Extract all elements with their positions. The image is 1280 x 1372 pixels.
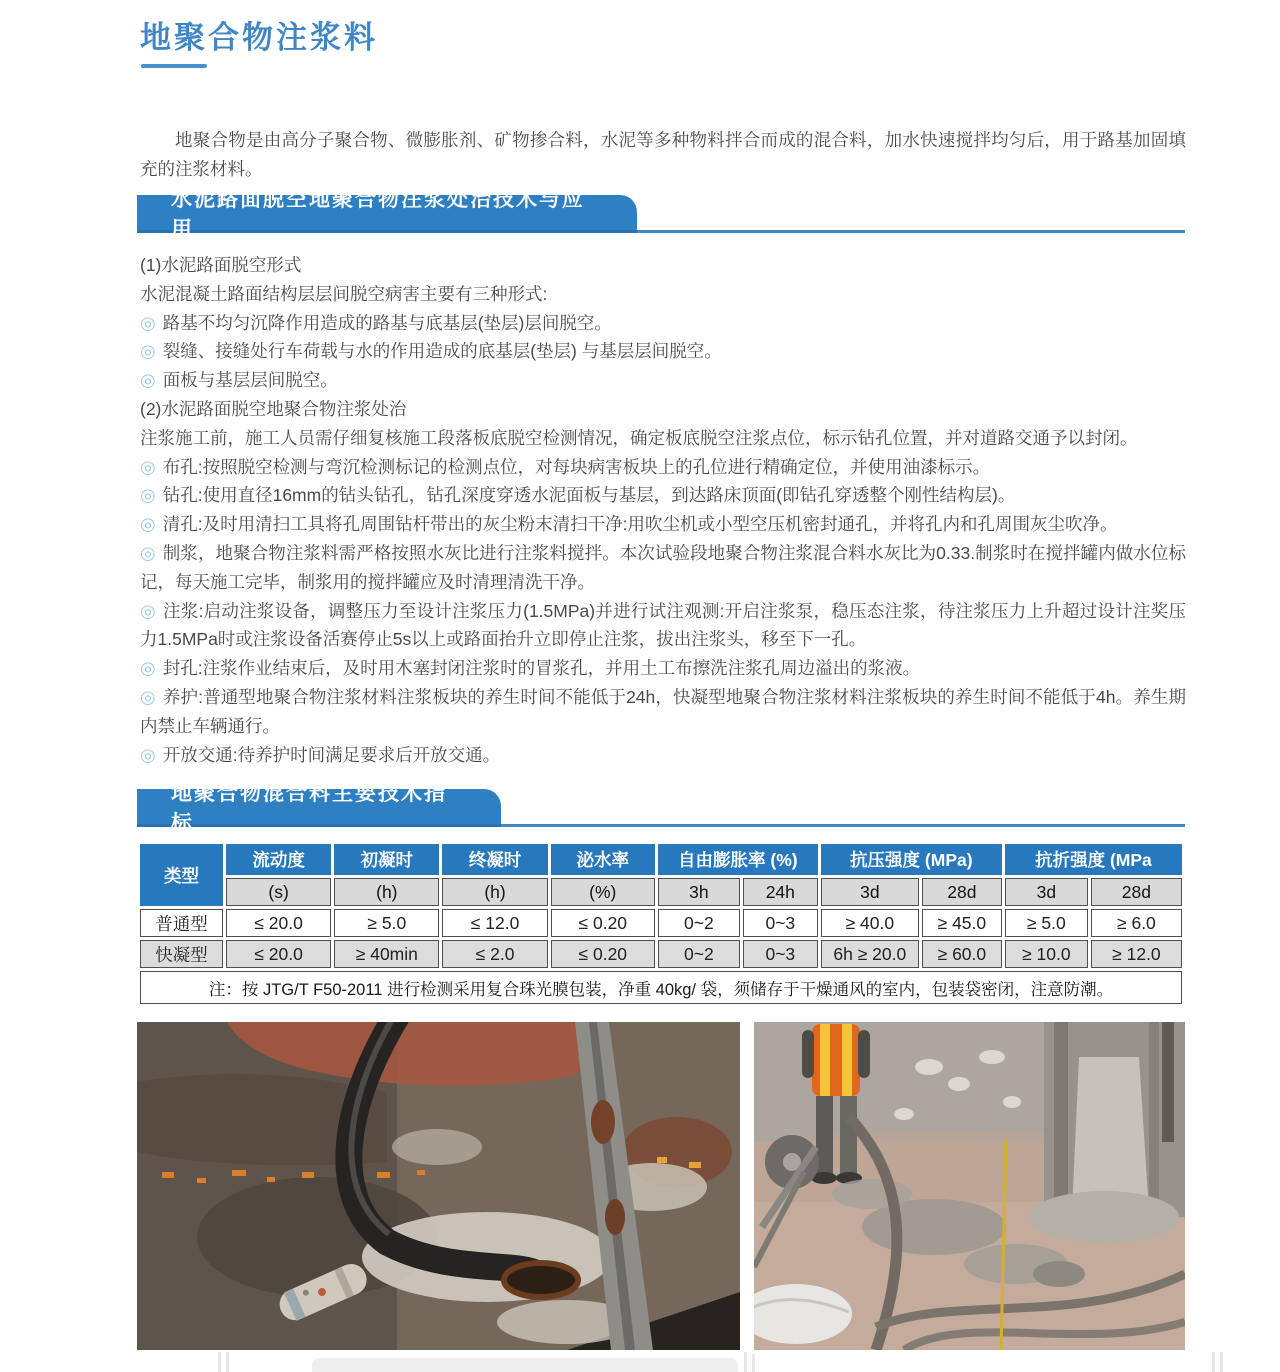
section-header-1-title: 水泥路面脱空地聚合物注浆处治技术与应用 xyxy=(137,195,637,233)
body-line xyxy=(140,654,1186,683)
cutoff-shape xyxy=(312,1358,738,1372)
table-group-header: 抗折强度 (MPa xyxy=(1005,844,1182,875)
table-cell-type: 快凝型 xyxy=(140,940,223,968)
table-cell: ≥ 5.0 xyxy=(334,909,439,937)
table-sub-header: (h) xyxy=(334,878,439,906)
table-cell: ≤ 2.0 xyxy=(442,940,547,968)
bullet-icon: ◎ xyxy=(140,370,156,391)
body-line xyxy=(140,395,1186,424)
body-line xyxy=(140,539,1186,597)
body-line-text: 制浆，地聚合物注浆料需严格按照水灰比进行注浆料搅拌。本次试验段地聚合物注浆混合料水灰比为0.33.制浆时在搅拌罐内做水位标记，每天施工完毕，制浆用的搅拌罐应及时清理清洗干净。 xyxy=(140,542,1186,592)
body-line-text: 清孔:及时用清扫工具将孔周围钻杆带出的灰尘粉末清扫干净:用吹尘机或小型空压机密封通孔，并将孔内和孔周围灰尘吹净。 xyxy=(162,514,1118,535)
table-cell: ≥ 5.0 xyxy=(1005,909,1088,937)
body-line-text: 注浆:启动注浆设备，调整压力至设计注浆压力(1.5MPa)并进行试注观测:开启注浆泵，稳压态注浆，待注浆压力上升超过设计注奖压力1.5MPa时或注浆设备活赛停止5s以上或路面抬升立即停止注浆，拔出注浆头，移至下一孔。 xyxy=(140,600,1186,650)
body-line-text: 注浆施工前，施工人员需仔细复核施工段落板底脱空检测情况，确定板底脱空注浆点位，标示钻孔位置，并对道路交通予以封闭。 xyxy=(140,427,1138,448)
pavement-grouting-illustration xyxy=(137,1022,740,1350)
body-line xyxy=(140,683,1186,741)
bullet-icon: ◎ xyxy=(140,686,156,707)
cutoff-shape xyxy=(218,1352,221,1372)
body-line-text: 布孔:按照脱空检测与弯沉检测标记的检测点位，对每块病害板块上的孔位进行精确定位，并使用油漆标示。 xyxy=(162,456,991,477)
table-cell: ≥ 45.0 xyxy=(922,909,1002,937)
section-header-1 xyxy=(137,187,1185,241)
body-line xyxy=(140,280,1186,309)
table-group-header-row xyxy=(140,844,1182,875)
body-line-text: 路基不均匀沉降作用造成的路基与底基层(垫层)层间脱空。 xyxy=(162,312,612,333)
table-cell: 0~3 xyxy=(743,909,818,937)
spec-table xyxy=(137,841,1185,1007)
table-group-header: 抗压强度 (MPa) xyxy=(821,844,1002,875)
bullet-icon: ◎ xyxy=(140,542,156,563)
table-cell: ≤ 20.0 xyxy=(226,940,331,968)
body-line-text: 封孔:注浆作业结束后，及时用木塞封闭注浆时的冒浆孔，并用土工布擦洗注浆孔周边溢出的浆液。 xyxy=(162,658,921,679)
body-line xyxy=(140,337,1186,366)
table-col-header-type: 类型 xyxy=(140,844,223,906)
table-group-header: 泌水率 xyxy=(551,844,655,875)
table-group-header: 流动度 xyxy=(226,844,331,875)
title-underline xyxy=(141,64,207,68)
body-line-text: 水泥混凝土路面结构层层间脱空病害主要有三种形式: xyxy=(140,283,548,304)
table-sub-header: 28d xyxy=(1091,878,1182,906)
construction-site-illustration xyxy=(754,1022,1185,1350)
section-1-body xyxy=(140,251,1186,769)
body-line xyxy=(140,453,1186,482)
construction-site-photo xyxy=(754,1022,1185,1350)
section-header-2 xyxy=(137,781,1185,835)
bullet-icon: ◎ xyxy=(140,744,156,765)
body-line-text: 开放交通:待养护时间满足要求后开放交通。 xyxy=(162,744,501,765)
table-sub-header: (s) xyxy=(226,878,331,906)
table-sub-header: 3d xyxy=(821,878,919,906)
cutoff-shape xyxy=(1212,1352,1215,1372)
table-cell: 0~3 xyxy=(743,940,818,968)
table-cell: ≥ 10.0 xyxy=(1005,940,1088,968)
bullet-icon: ◎ xyxy=(140,485,156,506)
body-line-text: (1)水泥路面脱空形式 xyxy=(140,255,302,275)
table-sub-header: (%) xyxy=(551,878,655,906)
table-cell: 6h ≥ 20.0 xyxy=(821,940,919,968)
pavement-grouting-photo xyxy=(137,1022,740,1350)
table-cell: ≤ 0.20 xyxy=(551,940,655,968)
table-group-header: 自由膨胀率 (%) xyxy=(658,844,818,875)
table-sub-header: 28d xyxy=(922,878,1002,906)
table-sub-header: (h) xyxy=(442,878,547,906)
body-line xyxy=(140,251,1186,280)
cutoff-shape xyxy=(744,1352,747,1372)
table-note-row xyxy=(140,971,1182,1004)
table-row xyxy=(140,940,1182,968)
table-cell: ≤ 0.20 xyxy=(551,909,655,937)
table-group-header: 终凝时 xyxy=(442,844,547,875)
bullet-icon: ◎ xyxy=(140,600,156,621)
table-cell: ≥ 12.0 xyxy=(1091,940,1182,968)
bullet-icon: ◎ xyxy=(140,658,156,679)
body-line-text: 裂缝、接缝处行车荷载与水的作用造成的底基层(垫层) 与基层层间脱空。 xyxy=(162,341,722,362)
body-line-text: 面板与基层层间脱空。 xyxy=(162,370,338,391)
table-sub-header: 3h xyxy=(658,878,740,906)
cutoff-shape xyxy=(1220,1352,1223,1372)
bullet-icon: ◎ xyxy=(140,456,156,477)
body-line xyxy=(140,424,1186,453)
page-title: 地聚合物注浆料 xyxy=(140,20,378,55)
body-line-text: 养护:普通型地聚合物注浆材料注浆板块的养生时间不能低于24h，快凝型地聚合物注浆材料注浆板块的养生时间不能低于4h。养生期内禁止车辆通行。 xyxy=(140,686,1186,736)
table-cell: ≤ 20.0 xyxy=(226,909,331,937)
body-line-text: 钻孔:使用直径16mm的钻头钻孔，钻孔深度穿透水泥面板与基层，到达路床顶面(即钻孔穿透整个刚性结构层)。 xyxy=(162,485,1016,506)
table-sub-header-row xyxy=(140,878,1182,906)
cutoff-shape xyxy=(226,1352,229,1372)
table-sub-header: 3d xyxy=(1005,878,1088,906)
body-line xyxy=(140,597,1186,655)
table-note: 注：按 JTG/T F50-2011 进行检测采用复合珠光膜包装，净重 40kg/ 袋，须储存于干燥通风的室内，包装袋密闭，注意防潮。 xyxy=(140,971,1182,1004)
table-row xyxy=(140,909,1182,937)
body-line xyxy=(140,366,1186,395)
table-cell: ≥ 40.0 xyxy=(821,909,919,937)
table-cell: 0~2 xyxy=(658,909,740,937)
bullet-icon: ◎ xyxy=(140,341,156,362)
bullet-icon: ◎ xyxy=(140,514,156,535)
table-cell: ≥ 40min xyxy=(334,940,439,968)
bullet-icon: ◎ xyxy=(140,312,156,333)
table-cell: ≥ 60.0 xyxy=(922,940,1002,968)
body-line-text: (2)水泥路面脱空地聚合物注浆处治 xyxy=(140,398,407,419)
body-line xyxy=(140,510,1186,539)
table-cell: ≤ 12.0 xyxy=(442,909,547,937)
table-group-header: 初凝时 xyxy=(334,844,439,875)
section-header-2-title: 地聚合物混合料主要技术指标 xyxy=(137,789,501,827)
table-cell: ≥ 6.0 xyxy=(1091,909,1182,937)
body-line xyxy=(140,309,1186,338)
body-line xyxy=(140,741,1186,770)
table-cell: 0~2 xyxy=(658,940,740,968)
table-sub-header: 24h xyxy=(743,878,818,906)
cutoff-shape xyxy=(752,1354,755,1372)
intro-paragraph: 地聚合物是由高分子聚合物、微膨胀剂、矿物掺合料，水泥等多种物料拌合而成的混合料，加水快速搅拌均匀后，用于路基加固填充的注浆材料。 xyxy=(140,129,1186,179)
body-line xyxy=(140,481,1186,510)
table-cell-type: 普通型 xyxy=(140,909,223,937)
